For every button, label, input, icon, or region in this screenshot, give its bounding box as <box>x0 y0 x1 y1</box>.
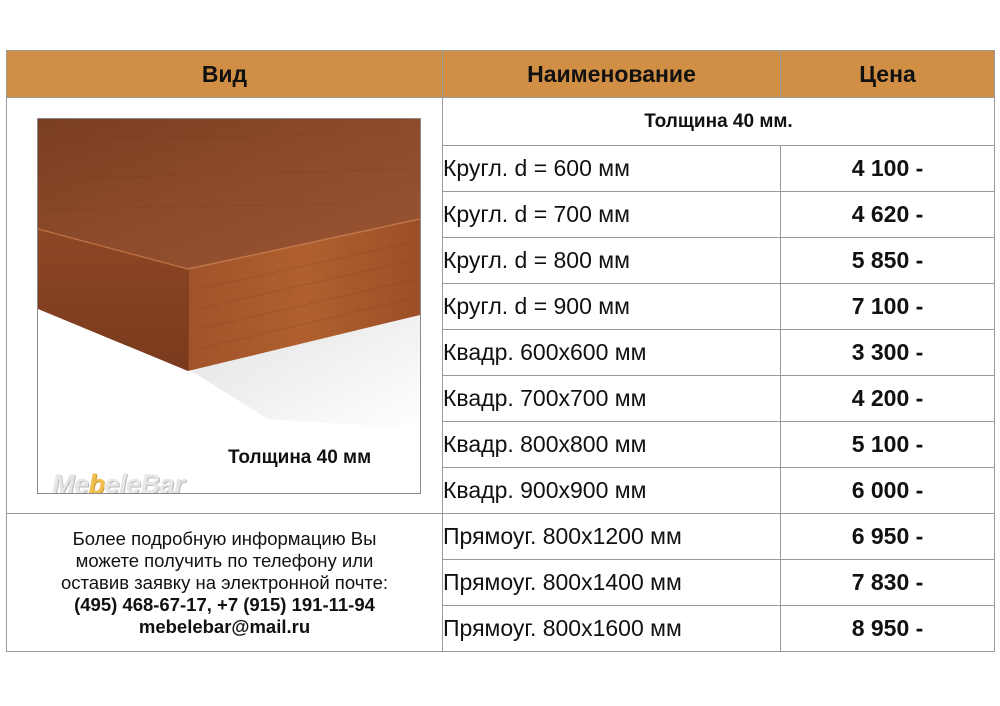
product-name: Кругл. d = 900 мм <box>443 284 781 330</box>
thickness-header: Толщина 40 мм. <box>443 98 995 146</box>
product-price: 7 100 - <box>781 284 995 330</box>
contact-text-line: Более подробную информацию Вы <box>72 527 377 549</box>
contact-phones[interactable]: (495) 468-67-17, +7 (915) 191-11-94 <box>74 593 375 615</box>
contact-text-line: можете получить по телефону или <box>75 549 374 571</box>
product-name: Кругл. d = 800 мм <box>443 238 781 284</box>
product-price: 4 200 - <box>781 376 995 422</box>
product-name: Прямоуг. 800х1200 мм <box>443 514 781 560</box>
product-price: 8 950 - <box>781 606 995 652</box>
mebelebar-logo: MebeleBar <box>52 469 185 494</box>
header-view: Вид <box>7 51 443 98</box>
product-price: 6 000 - <box>781 468 995 514</box>
product-price: 4 100 - <box>781 146 995 192</box>
product-name: Прямоуг. 800х1400 мм <box>443 560 781 606</box>
product-image-cell <box>7 98 443 514</box>
product-price: 4 620 - <box>781 192 995 238</box>
contact-info <box>7 514 443 652</box>
product-name: Квадр. 800х800 мм <box>443 422 781 468</box>
product-name: Кругл. d = 700 мм <box>443 192 781 238</box>
product-price: 3 300 - <box>781 330 995 376</box>
product-price: 6 950 - <box>781 514 995 560</box>
product-name: Квадр. 700х700 мм <box>443 376 781 422</box>
product-name: Кругл. d = 600 мм <box>443 146 781 192</box>
header-name: Наименование <box>443 51 781 98</box>
product-name: Квадр. 900х900 мм <box>443 468 781 514</box>
product-price: 5 100 - <box>781 422 995 468</box>
tabletop-image <box>38 119 420 493</box>
product-price: 7 830 - <box>781 560 995 606</box>
table-row <box>7 514 995 560</box>
table-header-row <box>7 51 995 98</box>
thickness-caption: Толщина 40 мм <box>228 447 372 468</box>
price-table <box>6 50 995 652</box>
product-price: 5 850 - <box>781 238 995 284</box>
contact-email[interactable]: mebelebar@mail.ru <box>138 615 311 637</box>
thickness-row <box>7 98 995 146</box>
tabletop-photo <box>37 118 421 494</box>
product-name: Квадр. 600х600 мм <box>443 330 781 376</box>
contact-text-line: оставив заявку на электронной почте: <box>60 571 389 593</box>
product-name: Прямоуг. 800х1600 мм <box>443 606 781 652</box>
header-price: Цена <box>781 51 995 98</box>
